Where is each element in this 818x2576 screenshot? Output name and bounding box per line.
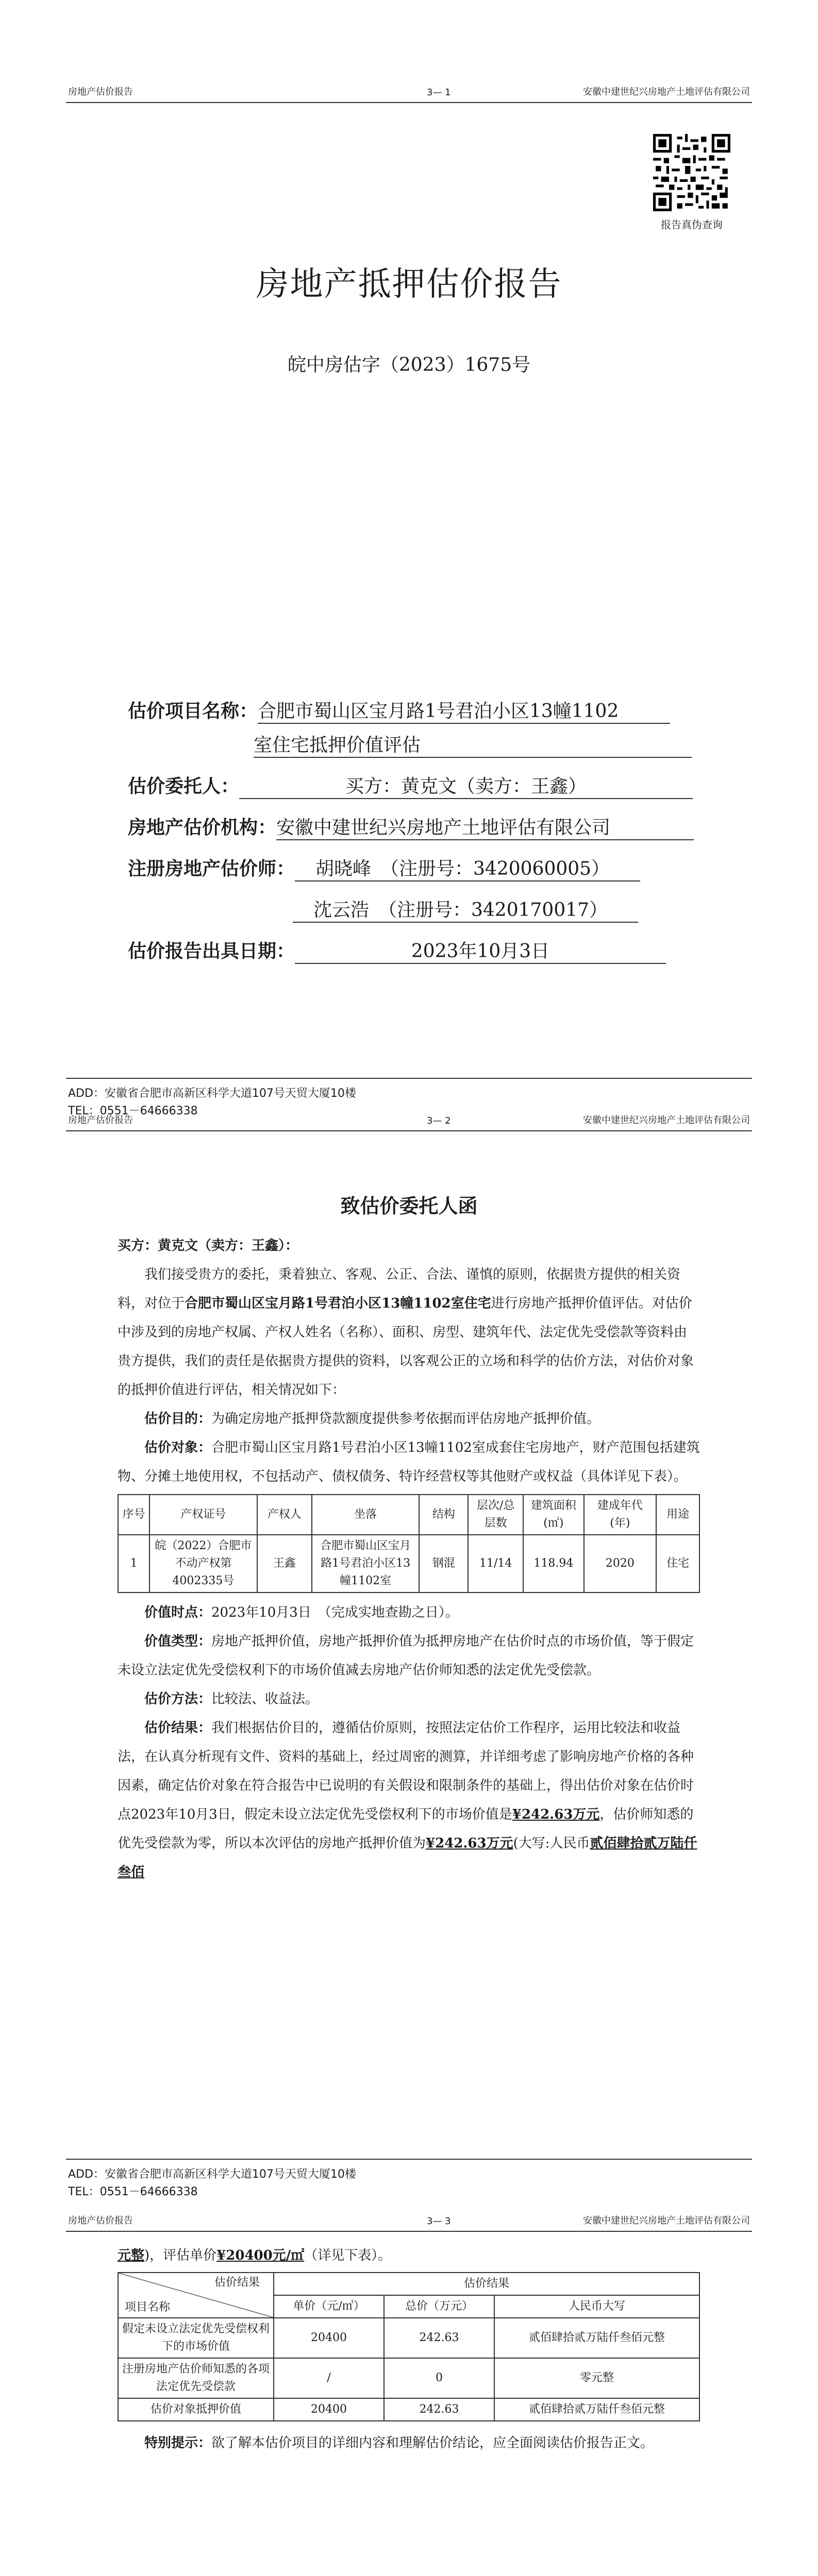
header-page-number: 3— 2 — [427, 1115, 451, 1126]
result-paragraph: 估价结果：我们根据估价目的，遵循估价原则，按照法定估价工作程序，运用比较法和收益法，在认真分析现有文件、资料的基础上，经过周密的测算，并详细考虑了影响房地产价格的各种因素，确定估价对象在符合报告中已说明的有关假设和限制条件的基础上，得出估价对象在估价时点2023年10月3日，假定未设立法定优先受偿权利下的市场价值是¥242.63万元，估价师知悉的优先受偿款为零，所以本次评估的房地产抵押价值为¥242.63万元(大写:人民币贰佰肆拾贰万陆仟叁佰 — [118, 1720, 697, 1880]
letter-title: 致估价委托人函 — [340, 1194, 478, 1217]
table-cell: 20400 — [274, 2398, 384, 2421]
table-header-cell: 总价（万元） — [384, 2295, 494, 2318]
notice-paragraph: 特别提示：欲了解本估价项目的详细内容和理解估价结论，应全面阅读估价报告正文。 — [144, 2435, 654, 2451]
header-left: 房地产估价报告 — [68, 2215, 133, 2226]
table-cell: 118.94 — [523, 1535, 584, 1592]
table-header-cell: 单价（元/㎡） — [274, 2295, 384, 2318]
table-cell: 0 — [384, 2358, 494, 2398]
header-left: 房地产估价报告 — [68, 1115, 133, 1126]
corner-top-label: 估价结果 — [214, 2276, 260, 2289]
table-header-cell: 层次/总层数 — [468, 1495, 523, 1535]
letter-body — [118, 1231, 700, 1887]
table-cell: 零元整 — [494, 2358, 699, 2398]
table-header-cell: 坐落 — [312, 1495, 419, 1535]
corner-bottom-label: 项目名称 — [125, 2301, 171, 2314]
date-row — [128, 937, 666, 964]
footer-tel: TEL：0551－64666338 — [68, 1105, 198, 1117]
qr-code-icon[interactable] — [653, 134, 730, 211]
table-header-cell: 估价结果 — [274, 2273, 699, 2295]
letter-intro: 我们接受贵方的委托，秉着独立、客观、公正、合法、谨慎的原则，依据贵方提供的相关资料，对位于合肥市蜀山区宝月路1号君泊小区13幢1102室住宅进行房地产抵押价值评估。对估价中涉及到的房地产权属、产权人姓名（名称）、面积、房型、建筑年代、法定优先受偿款等资料由贵方提供，我们的责任是依据贵方提供的资料，以客观公正的立场和科学的估价方法，对估价对象的抵押价值进行评估，相关情况如下： — [118, 1267, 694, 1398]
table-cell: 皖（2022）合肥市不动产权第4002335号 — [149, 1535, 257, 1592]
unit-price: ¥20400元/㎡ — [216, 2248, 305, 2263]
value-type-paragraph: 价值类型：房地产抵押价值，房地产抵押价值为抵押房地产在估价时点的市场价值，等于假定未设立法定优先受偿权利下的市场价值减去房地产估价师知悉的法定优先受偿款。 — [118, 1634, 694, 1678]
header-company: 安徽中建世纪兴房地产土地评估有限公司 — [583, 2215, 750, 2226]
table-cell: 估价对象抵押价值 — [118, 2398, 274, 2421]
table-cell: 钢混 — [419, 1535, 468, 1592]
appraiser-1: 胡晓峰 （注册号：3420060005） — [295, 854, 640, 882]
table-header-row — [118, 1495, 699, 1535]
appraiser-label: 注册房地产估价师： — [128, 858, 295, 879]
client-value: 买方：黄克文（卖方：王鑫） — [239, 772, 693, 799]
appraiser-row — [128, 854, 640, 882]
value-date-paragraph: 价值时点：2023年10月3日 （完成实地查勘之日）。 — [144, 1605, 459, 1620]
header-company: 安徽中建世纪兴房地产土地评估有限公司 — [583, 87, 750, 97]
header-page-number: 3— 3 — [427, 2216, 451, 2227]
table-header-cell: 用途 — [656, 1495, 699, 1535]
project-value-line1: 合肥市蜀山区宝月路1号君泊小区13幢1102 — [258, 697, 670, 724]
table-row — [118, 2318, 699, 2358]
table-cell: 贰佰肆拾贰万陆仟叁佰元整 — [494, 2318, 699, 2358]
table-cell: 242.63 — [384, 2318, 494, 2358]
table-header-row — [118, 2273, 699, 2295]
cover-page — [0, 0, 818, 1128]
project-value-line2: 室住宅抵押价值评估 — [254, 731, 692, 758]
table-header-cell: 建筑面积(㎡) — [523, 1495, 584, 1535]
report-number: 皖中房估字（2023）1675号 — [287, 354, 531, 376]
table-header-cell: 序号 — [118, 1495, 149, 1535]
client-row — [128, 772, 693, 799]
table-header-cell: 结构 — [419, 1495, 468, 1535]
table-row — [118, 1535, 699, 1592]
table-header-cell: 产权人 — [257, 1495, 312, 1535]
property-address: 合肥市蜀山区宝月路1号君泊小区13幢1102室住宅 — [185, 1296, 491, 1311]
method-paragraph: 估价方法：比较法、收益法。 — [144, 1691, 319, 1707]
qr-caption: 报告真伪查询 — [661, 218, 723, 231]
table-cell: 11/14 — [468, 1535, 523, 1592]
date-value: 2023年10月3日 — [295, 937, 666, 964]
page-header — [66, 81, 752, 103]
value-in-words: 贰佰肆拾贰万陆仟叁佰 — [118, 1836, 697, 1880]
footer-address: ADD：安徽省合肥市高新区科学大道107号天贸大厦10楼 — [68, 1087, 356, 1100]
report-title: 房地产抵押估价报告 — [256, 265, 562, 303]
page-header — [66, 1110, 752, 1131]
continuation-body — [118, 2241, 700, 2458]
page-header — [66, 2210, 752, 2232]
property-table — [118, 1494, 700, 1593]
project-label: 估价项目名称： — [128, 700, 258, 722]
purpose-paragraph: 估价目的：为确定房地产抵押贷款额度提供参考依据而评估房地产抵押价值。 — [144, 1411, 600, 1427]
page-footer — [66, 2159, 752, 2202]
table-cell: 假定未设立法定优先受偿权利下的市场价值 — [118, 2318, 274, 2358]
table-header-cell: 人民币大写 — [494, 2295, 699, 2318]
project-name-row — [128, 697, 670, 724]
table-cell: 注册房地产估价师知悉的各项法定优先受偿款 — [118, 2358, 274, 2398]
table-cell: 王鑫 — [257, 1535, 312, 1592]
table-row — [118, 2358, 699, 2398]
table-row — [118, 2398, 699, 2421]
header-left: 房地产估价报告 — [68, 87, 133, 97]
market-value: ¥242.63万元 — [512, 1807, 600, 1822]
table-cell: 住宅 — [656, 1535, 699, 1592]
date-label: 估价报告出具日期： — [128, 940, 295, 962]
appraiser-2: 沈云浩 （注册号：3420170017） — [293, 895, 638, 923]
summary-corner-cell — [118, 2273, 274, 2318]
footer-tel: TEL：0551－64666338 — [68, 2185, 198, 2198]
table-cell: / — [274, 2358, 384, 2398]
object-paragraph: 估价对象：合肥市蜀山区宝月路1号君泊小区13幢1102室成套住宅房地产，财产范围包括建筑物、分摊土地使用权，不包括动产、债权债务、特许经营权等其他财产或权益（具体详见下表）。 — [118, 1440, 700, 1484]
table-cell: 242.63 — [384, 2398, 494, 2421]
table-header-cell: 建成年代(年) — [584, 1495, 656, 1535]
summary-table — [118, 2272, 700, 2421]
client-label: 估价委托人： — [128, 775, 240, 797]
letter-addressee: 买方：黄克文（卖方：王鑫）： — [118, 1238, 299, 1253]
org-label: 房地产估价机构： — [128, 817, 277, 838]
table-cell: 1 — [118, 1535, 149, 1592]
table-cell: 2020 — [584, 1535, 656, 1592]
org-value: 安徽中建世纪兴房地产土地评估有限公司 — [276, 813, 694, 840]
header-company: 安徽中建世纪兴房地产土地评估有限公司 — [583, 1115, 750, 1126]
footer-address: ADD：安徽省合肥市高新区科学大道107号天贸大厦10楼 — [68, 2168, 356, 2181]
table-header-cell: 产权证号 — [149, 1495, 257, 1535]
result-continuation: 元整)，评估单价¥20400元/㎡（详见下表）。 — [118, 2248, 392, 2263]
mortgage-value: ¥242.63万元 — [426, 1836, 513, 1851]
table-cell: 贰佰肆拾贰万陆仟叁佰元整 — [494, 2398, 699, 2421]
table-cell: 合肥市蜀山区宝月路1号君泊小区13幢1102室 — [312, 1535, 419, 1592]
org-row — [128, 813, 694, 840]
table-cell: 20400 — [274, 2318, 384, 2358]
header-page-number: 3— 1 — [427, 87, 451, 98]
